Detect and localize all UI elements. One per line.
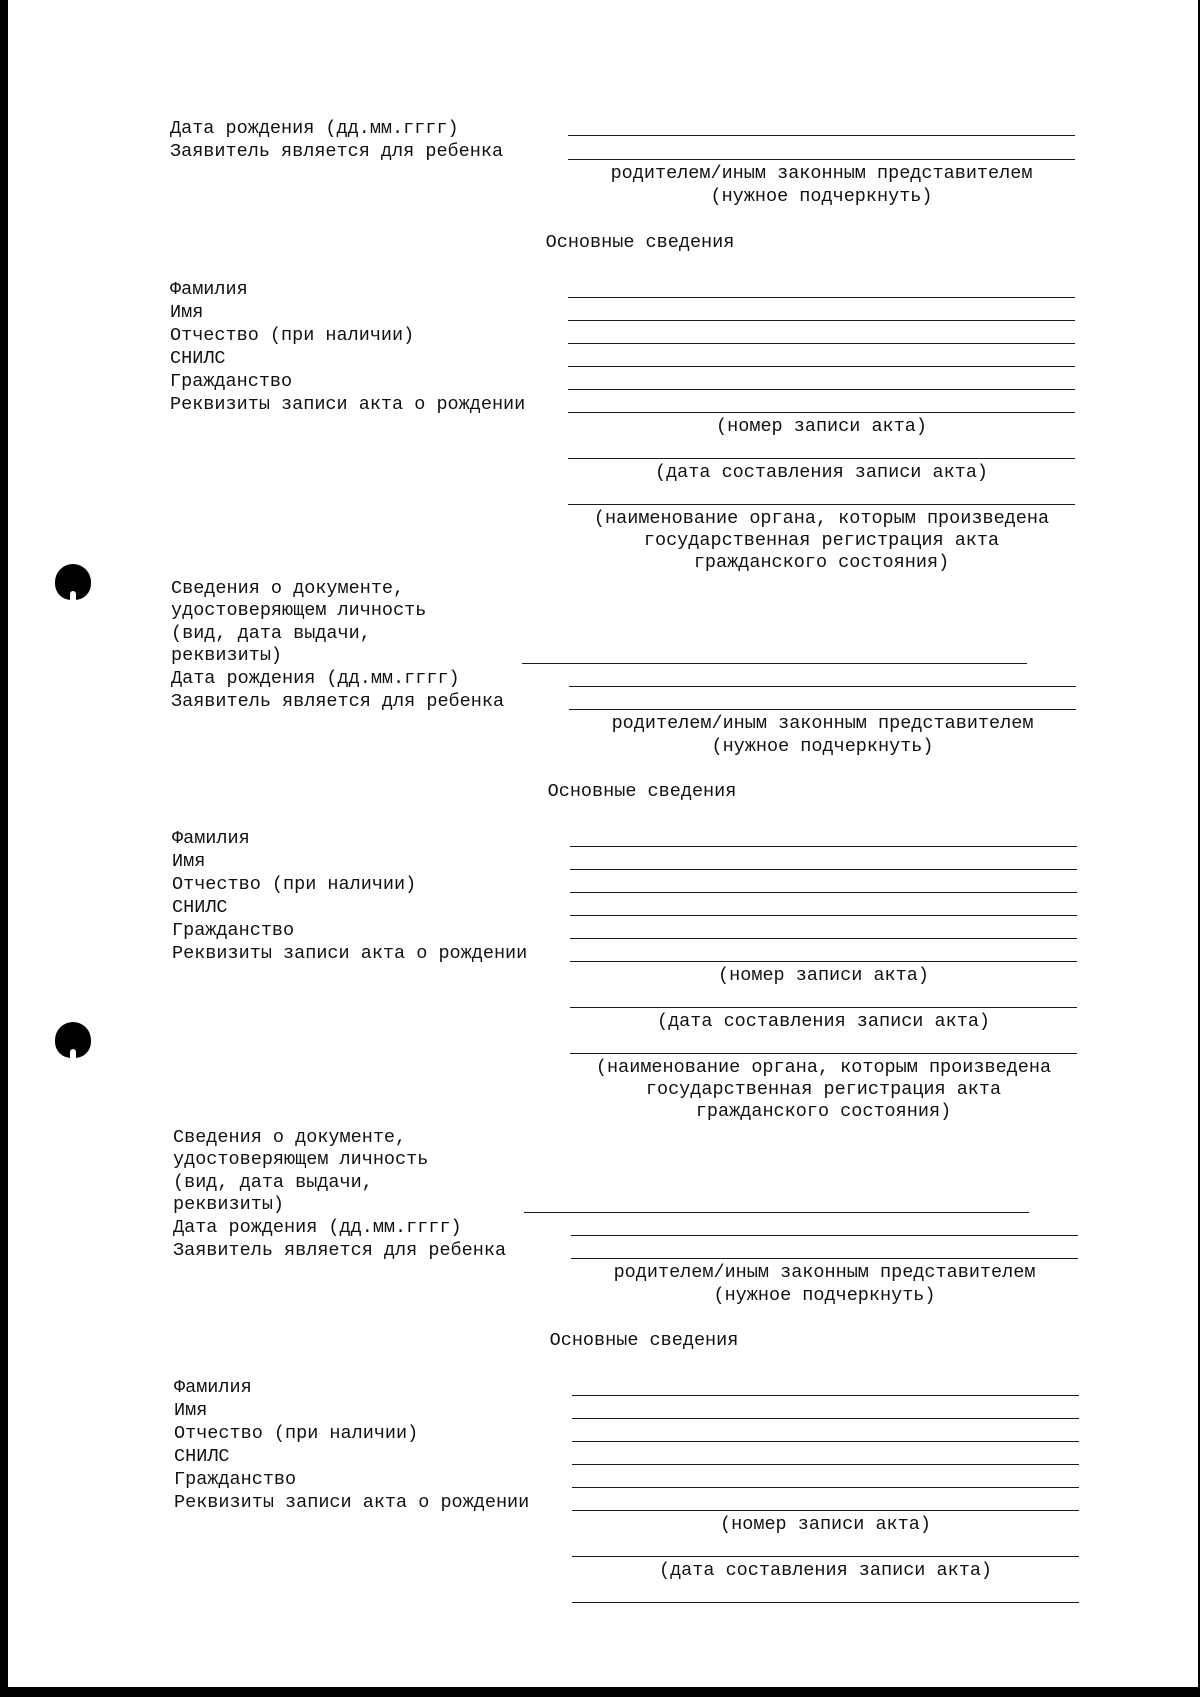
authority-caption-line3: гражданского состояния): [695, 1101, 952, 1122]
patronymic-field[interactable]: [572, 1441, 1079, 1442]
record-number-field[interactable]: [570, 961, 1077, 962]
authority-caption-line2: государственная регистрация акта: [645, 1079, 1002, 1100]
patronymic-label: Отчество (при наличии): [172, 874, 417, 895]
citizenship-field[interactable]: [570, 938, 1077, 939]
patronymic-label: Отчество (при наличии): [174, 1423, 419, 1444]
authority-caption-line3: гражданского состояния): [693, 552, 950, 573]
section-heading: Основные сведения: [545, 232, 735, 253]
punch-hole-mark: [55, 564, 91, 600]
surname-label: Фамилия: [174, 1377, 252, 1398]
citizenship-field[interactable]: [572, 1487, 1079, 1488]
record-date-caption: (дата составления записи акта): [656, 1011, 991, 1032]
snils-label: СНИЛС: [170, 348, 226, 369]
applicant-label: Заявитель является для ребенка: [173, 1240, 507, 1261]
applicant-field[interactable]: [569, 709, 1076, 710]
dob-label: Дата рождения (дд.мм.гггг): [171, 668, 460, 689]
birth-record-label: Реквизиты записи акта о рождении: [174, 1492, 530, 1513]
main-info-block: [0, 1330, 1200, 1581]
applicant-label: Заявитель является для ребенка: [171, 691, 505, 712]
authority-caption-line2: государственная регистрация акта: [643, 530, 1000, 551]
snils-field[interactable]: [572, 1464, 1079, 1465]
snils-label: СНИЛС: [174, 1446, 230, 1467]
citizenship-label: Гражданство: [172, 920, 295, 941]
patronymic-label: Отчество (при наличии): [170, 325, 415, 346]
patronymic-field[interactable]: [570, 892, 1077, 893]
record-number-caption: (номер записи акта): [718, 965, 929, 986]
dob-field[interactable]: [571, 1235, 1078, 1236]
authority-caption-line1: (наименование органа, которым произведена: [595, 1057, 1052, 1078]
punch-hole-mark: [55, 1022, 91, 1058]
citizenship-label: Гражданство: [174, 1469, 297, 1490]
applicant-options: родителем/иным законным представителем: [613, 1262, 1036, 1283]
applicant-options: родителем/иным законным представителем: [610, 163, 1033, 184]
main-info-block: [0, 232, 1200, 757]
applicant-note: (нужное подчеркнуть): [711, 736, 934, 757]
id-doc-label-line4: реквизиты): [171, 645, 283, 666]
id-doc-label-line2: удостоверяющем личность: [173, 1149, 429, 1170]
surname-field[interactable]: [572, 1395, 1079, 1396]
name-label: Имя: [170, 302, 204, 323]
applicant-field[interactable]: [568, 159, 1075, 160]
name-label: Имя: [174, 1400, 208, 1421]
surname-label: Фамилия: [170, 279, 248, 300]
birth-record-label: Реквизиты записи акта о рождении: [170, 394, 526, 415]
id-doc-label-line1: Сведения о документе,: [173, 1127, 407, 1148]
id-doc-label-line1: Сведения о документе,: [171, 578, 405, 599]
record-date-field[interactable]: [568, 458, 1075, 459]
record-date-field[interactable]: [570, 1007, 1077, 1008]
name-field[interactable]: [572, 1418, 1079, 1419]
dob-label: Дата рождения (дд.мм.гггг): [170, 118, 459, 139]
surname-field[interactable]: [570, 846, 1077, 847]
authority-field[interactable]: [570, 1053, 1077, 1054]
surname-label: Фамилия: [172, 828, 250, 849]
applicant-note: (нужное подчеркнуть): [713, 1285, 936, 1306]
scan-bottom-edge: [0, 1687, 1200, 1697]
name-label: Имя: [172, 851, 206, 872]
id-doc-label-line3: (вид, дата выдачи,: [173, 1172, 373, 1193]
dob-field[interactable]: [569, 686, 1076, 687]
record-number-caption: (номер записи акта): [716, 416, 927, 437]
id-doc-field[interactable]: [524, 1212, 1029, 1213]
applicant-options: родителем/иным законным представителем: [611, 713, 1034, 734]
snils-field[interactable]: [568, 366, 1075, 367]
record-number-field[interactable]: [568, 412, 1075, 413]
applicant-note: (нужное подчеркнуть): [710, 186, 933, 207]
main-info-block: [0, 781, 1200, 1306]
record-date-field[interactable]: [572, 1556, 1079, 1557]
section-heading: Основные сведения: [549, 1330, 739, 1351]
id-doc-label-line4: реквизиты): [173, 1194, 285, 1215]
applicant-field[interactable]: [571, 1258, 1078, 1259]
authority-field[interactable]: [568, 504, 1075, 505]
name-field[interactable]: [568, 320, 1075, 321]
record-date-caption: (дата составления записи акта): [658, 1560, 993, 1581]
record-number-caption: (номер записи акта): [720, 1514, 931, 1535]
citizenship-label: Гражданство: [170, 371, 293, 392]
record-number-field[interactable]: [572, 1510, 1079, 1511]
name-field[interactable]: [570, 869, 1077, 870]
dob-label: Дата рождения (дд.мм.гггг): [173, 1217, 462, 1238]
snils-field[interactable]: [570, 915, 1077, 916]
scan-left-edge: [0, 0, 8, 1697]
citizenship-field[interactable]: [568, 389, 1075, 390]
snils-label: СНИЛС: [172, 897, 228, 918]
patronymic-field[interactable]: [568, 343, 1075, 344]
id-doc-field[interactable]: [522, 663, 1027, 664]
surname-field[interactable]: [568, 297, 1075, 298]
authority-caption-line1: (наименование органа, которым произведена: [593, 508, 1050, 529]
top-section: [0, 118, 1200, 207]
record-date-caption: (дата составления записи акта): [654, 462, 989, 483]
id-doc-label-line2: удостоверяющем личность: [171, 600, 427, 621]
applicant-label: Заявитель является для ребенка: [170, 141, 504, 162]
section-heading: Основные сведения: [547, 781, 737, 802]
dob-field[interactable]: [568, 135, 1075, 136]
authority-field[interactable]: [572, 1602, 1079, 1603]
id-doc-label-line3: (вид, дата выдачи,: [171, 623, 371, 644]
birth-record-label: Реквизиты записи акта о рождении: [172, 943, 528, 964]
